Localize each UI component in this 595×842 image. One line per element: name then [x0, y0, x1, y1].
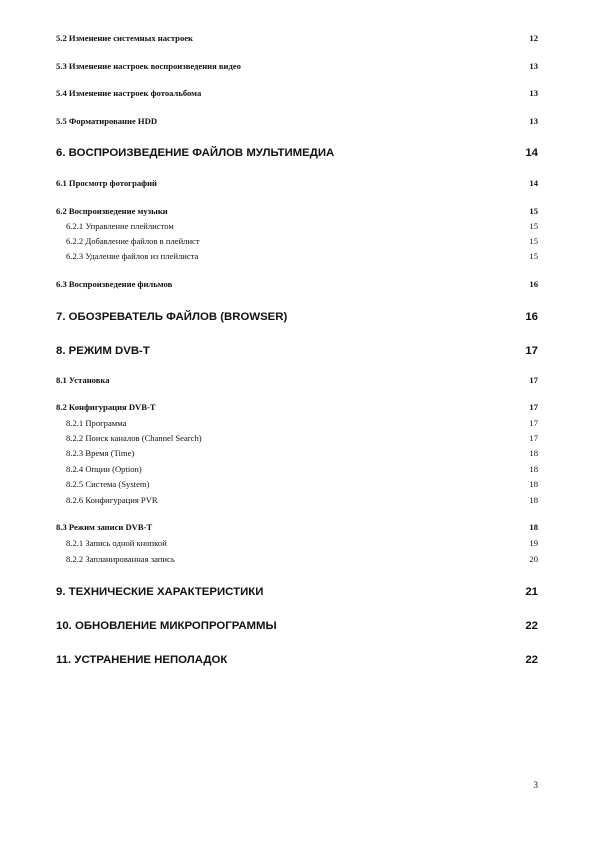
toc-entry-page: 13: [529, 88, 538, 98]
toc-subentry[interactable]: [66, 418, 538, 428]
toc-chapter-title: 6. ВОСПРОИЗВЕДЕНИЕ ФАЙЛОВ МУЛЬТИМЕДИА: [56, 147, 335, 159]
toc-subentry-title: 8.2.2 Запланированная запись: [66, 554, 175, 564]
toc-subentry-title: 6.2.2 Добавление файлов в плейлист: [66, 236, 200, 246]
toc-entry-title: 6.2 Воспроизведение музыки: [56, 206, 168, 216]
toc-chapter-page: 21: [525, 586, 538, 598]
toc-entry[interactable]: [56, 375, 538, 385]
toc-subentry-page: 20: [529, 554, 538, 564]
toc-subentry-page: 15: [529, 221, 538, 231]
toc-chapter-title: 11. УСТРАНЕНИЕ НЕПОЛАДОК: [56, 654, 228, 666]
toc-entry[interactable]: [56, 88, 538, 98]
toc-subentry[interactable]: [66, 495, 538, 505]
toc-subentry-page: 18: [529, 479, 538, 489]
toc-chapter-page: 22: [525, 654, 538, 666]
toc-entry-page: 15: [529, 206, 538, 216]
toc-subentry-page: 18: [529, 448, 538, 458]
toc-entry-title: 6.3 Воспроизведение фильмов: [56, 279, 173, 289]
toc-subentry-title: 8.2.6 Конфигурация PVR: [66, 495, 158, 505]
toc-subentry-page: 18: [529, 495, 538, 505]
toc-subentry[interactable]: [66, 251, 538, 261]
toc-chapter[interactable]: [56, 620, 538, 632]
toc-subentry[interactable]: [66, 236, 538, 246]
toc-chapter-title: 7. ОБОЗРЕВАТЕЛЬ ФАЙЛОВ (BROWSER): [56, 311, 288, 323]
toc-subentry-page: 17: [529, 433, 538, 443]
toc-chapter[interactable]: [56, 311, 538, 323]
toc-chapter-title: 10. ОБНОВЛЕНИЕ МИКРОПРОГРАММЫ: [56, 620, 277, 632]
toc-subentry-page: 15: [529, 236, 538, 246]
toc-chapter-title: 8. РЕЖИМ DVB-T: [56, 345, 150, 357]
toc-entry[interactable]: [56, 279, 538, 289]
toc-entry-page: 13: [529, 61, 538, 71]
toc-entry-page: 12: [529, 33, 538, 43]
toc-subentry-title: 6.2.3 Удаление файлов из плейлиста: [66, 251, 199, 261]
page-number: 3: [533, 780, 538, 790]
toc-subentry-title: 8.2.1 Запись одной кнопкой: [66, 538, 167, 548]
toc-subentry[interactable]: [66, 538, 538, 548]
toc-entry-page: 17: [529, 375, 538, 385]
toc-subentry[interactable]: [66, 464, 538, 474]
toc-entry-page: 18: [529, 522, 538, 532]
toc-subentry-title: 8.2.5 Система (System): [66, 479, 150, 489]
toc-entry-title: 8.3 Режим записи DVB-T: [56, 522, 153, 532]
toc-entry-title: 5.5 Форматирование HDD: [56, 116, 158, 126]
toc-entry-page: 17: [529, 402, 538, 412]
toc-entry-title: 5.4 Изменение настроек фотоальбома: [56, 88, 202, 98]
toc-entry-title: 5.2 Изменение системных настроек: [56, 33, 194, 43]
toc-chapter-title: 9. ТЕХНИЧЕСКИЕ ХАРАКТЕРИСТИКИ: [56, 586, 264, 598]
toc-subentry[interactable]: [66, 479, 538, 489]
toc-subentry[interactable]: [66, 554, 538, 564]
toc-subentry-title: 8.2.3 Время (Time): [66, 448, 135, 458]
toc-subentry[interactable]: [66, 221, 538, 231]
toc-subentry-page: 15: [529, 251, 538, 261]
toc-subentry-page: 17: [529, 418, 538, 428]
toc-subentry-title: 6.2.1 Управление плейлистом: [66, 221, 174, 231]
toc-entry-page: 13: [529, 116, 538, 126]
toc-chapter-page: 14: [525, 147, 538, 159]
toc-chapter[interactable]: [56, 147, 538, 159]
toc-entry[interactable]: [56, 206, 538, 216]
toc-chapter[interactable]: [56, 586, 538, 598]
toc-chapter[interactable]: [56, 345, 538, 357]
toc-entry[interactable]: [56, 522, 538, 532]
toc-entry[interactable]: [56, 402, 538, 412]
toc-subentry-page: 18: [529, 464, 538, 474]
toc-chapter-page: 17: [525, 345, 538, 357]
toc-entry-page: 16: [529, 279, 538, 289]
toc-entry-title: 6.1 Просмотр фотографий: [56, 178, 158, 188]
toc-entry-title: 8.1 Установка: [56, 375, 110, 385]
toc-entry[interactable]: [56, 33, 538, 43]
toc-entry[interactable]: [56, 61, 538, 71]
toc-chapter-page: 22: [525, 620, 538, 632]
toc-entry-page: 14: [529, 178, 538, 188]
toc-subentry-title: 8.2.1 Программа: [66, 418, 127, 428]
toc-entry-title: 5.3 Изменение настроек воспроизведения видео: [56, 61, 241, 71]
toc-entry[interactable]: [56, 116, 538, 126]
toc-subentry[interactable]: [66, 448, 538, 458]
toc-entry-title: 8.2 Конфигурация DVB-T: [56, 402, 156, 412]
toc-entry[interactable]: [56, 178, 538, 188]
toc-chapter[interactable]: [56, 654, 538, 666]
toc-subentry-title: 8.2.2 Поиск каналов (Channel Search): [66, 433, 202, 443]
toc-subentry-title: 8.2.4 Опции (Option): [66, 464, 142, 474]
toc-subentry[interactable]: [66, 433, 538, 443]
toc-subentry-page: 19: [529, 538, 538, 548]
toc-chapter-page: 16: [525, 311, 538, 323]
